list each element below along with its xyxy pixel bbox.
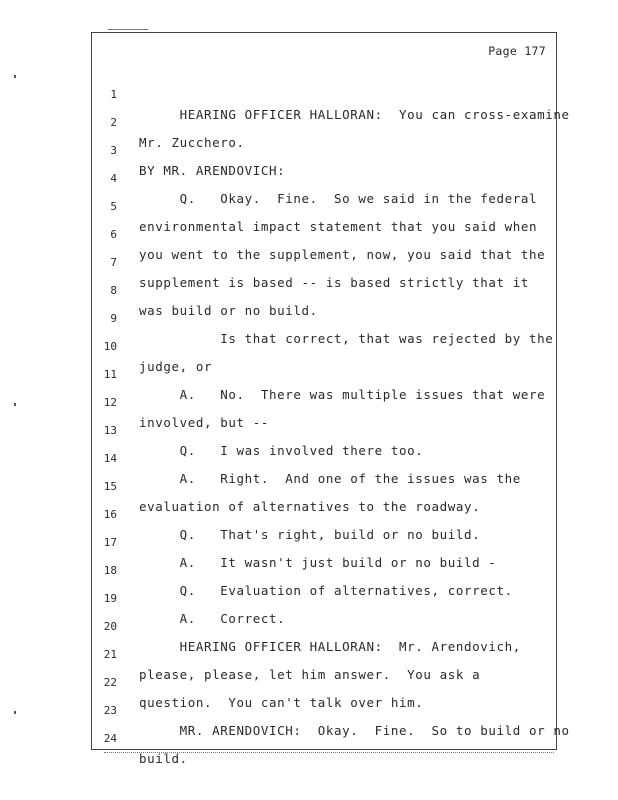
line-number: 7 (110, 256, 117, 269)
line-text: please, please, let him answer. You ask a (139, 667, 481, 682)
margin-mark (14, 403, 16, 406)
margin-mark (14, 711, 16, 714)
line-number: 11 (103, 368, 117, 381)
line-text: Q. Evaluation of alternatives, correct. (139, 583, 513, 598)
line-text: judge, or (139, 359, 213, 374)
line-number: 23 (103, 704, 117, 717)
line-text: Is that correct, that was rejected by the (139, 331, 554, 346)
line-text: supplement is based -- is based strictly that it (139, 275, 530, 290)
line-text: Q. That's right, build or no build. (139, 527, 481, 542)
transcript-page (91, 32, 570, 766)
line-number: 16 (103, 508, 117, 521)
line-text: Mr. Zucchero. (139, 135, 245, 150)
scan-artifact-top (108, 29, 148, 30)
line-text: HEARING OFFICER HALLORAN: Mr. Arendovich, (139, 639, 521, 654)
line-text: Q. Okay. Fine. So we said in the federal (139, 191, 538, 206)
line-number: 13 (103, 424, 117, 437)
line-text: build. (139, 751, 188, 766)
line-text: question. You can't talk over him. (139, 695, 424, 710)
line-number: 17 (103, 536, 117, 549)
line-number: 8 (110, 284, 117, 297)
line-number: 14 (103, 452, 117, 465)
line-number: 3 (110, 144, 117, 157)
margin-mark (14, 75, 16, 78)
line-number: 20 (103, 620, 117, 633)
line-text: A. Correct. (139, 611, 286, 626)
scan-artifact-bottom (104, 752, 554, 754)
line-text: involved, but -- (139, 415, 270, 430)
line-text: A. Right. And one of the issues was the (139, 471, 521, 486)
line-text: Q. I was involved there too. (139, 443, 424, 458)
line-number: 15 (103, 480, 117, 493)
line-text: environmental impact statement that you said when (139, 219, 538, 234)
page-number: Page 177 (488, 44, 546, 58)
line-text: you went to the supplement, now, you said that the (139, 247, 546, 262)
line-number: 5 (110, 200, 117, 213)
line-number: 1 (110, 88, 117, 101)
line-number: 21 (103, 648, 117, 661)
line-text: HEARING OFFICER HALLORAN: You can cross-examine (139, 107, 570, 122)
line-text: evaluation of alternatives to the roadway. (139, 499, 481, 514)
line-text: BY MR. ARENDOVICH: (139, 163, 286, 178)
line-number: 10 (103, 340, 117, 353)
line-number: 18 (103, 564, 117, 577)
transcript-line (92, 65, 570, 122)
line-number: 19 (103, 592, 117, 605)
line-number: 2 (110, 116, 117, 129)
line-number: 9 (110, 312, 117, 325)
line-text: A. No. There was multiple issues that were (139, 387, 546, 402)
line-text: A. It wasn't just build or no build - (139, 555, 497, 570)
line-number: 12 (103, 396, 117, 409)
line-text: was build or no build. (139, 303, 318, 318)
line-text: MR. ARENDOVICH: Okay. Fine. So to build or no (139, 723, 570, 738)
line-number: 4 (110, 172, 117, 185)
line-number: 24 (103, 732, 117, 745)
line-number: 22 (103, 676, 117, 689)
line-number: 6 (110, 228, 117, 241)
